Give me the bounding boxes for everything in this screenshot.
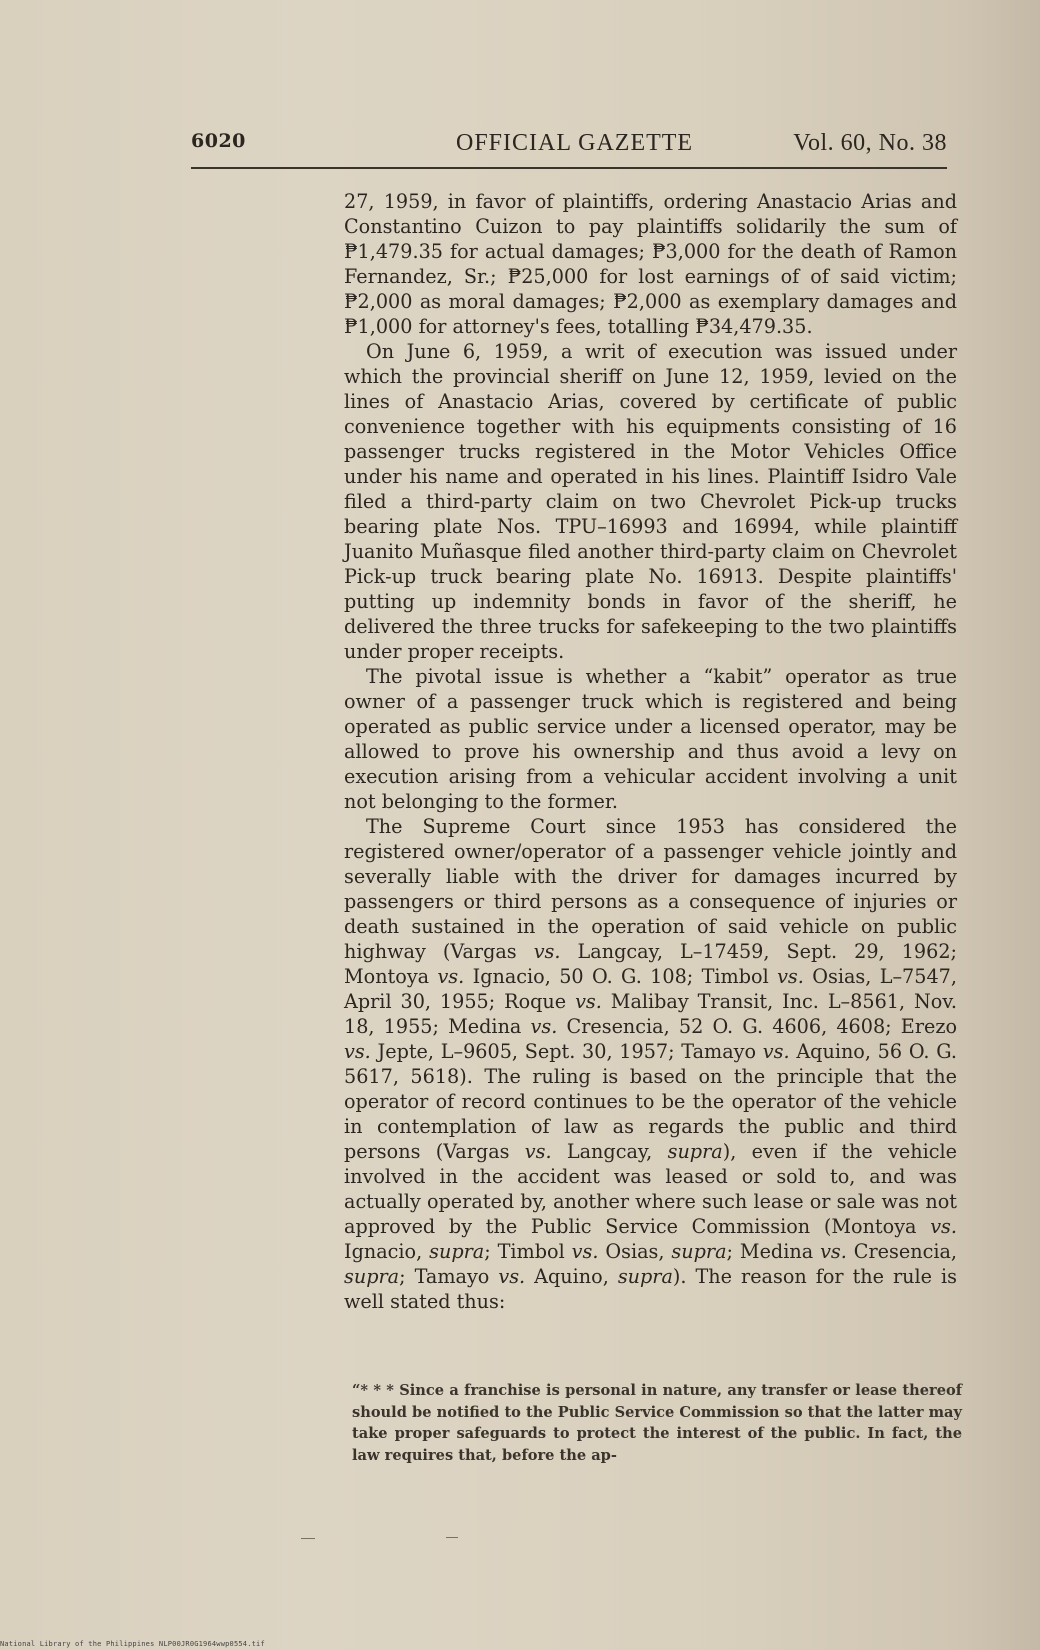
quote-text: “* * * Since a franchise is personal in nature, any transfer or lease thereof should be notified to the Public Service Commission so that the latter may take proper safeguards to protect the interest of the public. In fact, the law requires that, before the ap-	[352, 1382, 962, 1464]
block-quote	[352, 1380, 962, 1466]
smudge-mark	[301, 1538, 315, 1539]
paragraph: The Supreme Court since 1953 has considered the registered owner/operator of a passenger vehicle jointly and severally liable with the driver for damages incurred by passengers or third persons as a consequence of injuries or death sustained in the operation of said vehicle on public highway (Vargas vs. Langcay, L–17459, Sept. 29, 1962; Montoya vs. Ignacio, 50 O. G. 108; Timbol vs. Osias, L–7547, April 30, 1955; Roque vs. Malibay Transit, Inc. L–8561, Nov. 18, 1955; Medina vs. Cresencia, 52 O. G. 4606, 4608; Erezo vs. Jepte, L–9605, Sept. 30, 1957; Tamayo vs. Aquino, 56 O. G. 5617, 5618). The ruling is based on the principle that the operator of record continues to be the operator of the vehicle in contemplation of law as regards the public and third persons (Vargas vs. Langcay, supra), even if the vehicle involved in the accident was leased or sold to, and was actually operated by, another where such lease or sale was not approved by the Public Service Commission (Montoya vs. Ignacio, supra; Timbol vs. Osias, supra; Medina vs. Cresencia, supra; Tamayo vs. Aquino, supra). The reason for the rule is well stated thus:	[344, 815, 958, 1313]
page-header	[191, 130, 947, 164]
page-number: 6020	[191, 130, 246, 152]
paragraph: On June 6, 1959, a writ of execution was issued under which the provincial sheriff on June 12, 1959, levied on the lines of Anastacio Arias, covered by certificate of public convenience together with his equipments consisting of 16 passenger trucks registered in the Motor Vehicles Office under his name and operated in his lines. Plaintiff Isidro Vale filed a third-party claim on two Chevrolet Pick-up trucks bearing plate Nos. TPU–16993 and 16994, while plaintiff Juanito Muñasque filed another third-party claim on Chevrolet Pick-up truck bearing plate No. 16913. Despite plaintiffs' putting up indemnity bonds in favor of the sheriff, he delivered the three trucks for safekeeping to the two plaintiffs under proper receipts.	[344, 340, 957, 663]
smudge-mark	[446, 1537, 458, 1538]
paragraph: The pivotal issue is whether a “kabit” operator as true owner of a passenger truck which is registered and being operated as public service under a licensed operator, may be allowed to prove his ownership and thus avoid a levy on execution arising from a vehicular accident involving a unit not belonging to the former.	[344, 665, 957, 813]
volume-number: Vol. 60, No. 38	[793, 130, 947, 156]
scan-footer: National Library of the Philippines NLP00JR0G1964wwp0554.tif	[0, 1640, 265, 1648]
body-text	[344, 189, 957, 1314]
publication-title: OFFICIAL GAZETTE	[456, 130, 694, 156]
header-rule	[191, 167, 947, 169]
paragraph: 27, 1959, in favor of plaintiffs, ordering Anastacio Arias and Constantino Cuizon to pay plaintiffs solidarily the sum of ₱1,479.35 for actual damages; ₱3,000 for the death of Ramon Fernandez, Sr.; ₱25,000 for lost earnings of of said victim; ₱2,000 as moral damages; ₱2,000 as exemplary damages and ₱1,000 for attorney's fees, totalling ₱34,479.35.	[344, 190, 957, 338]
